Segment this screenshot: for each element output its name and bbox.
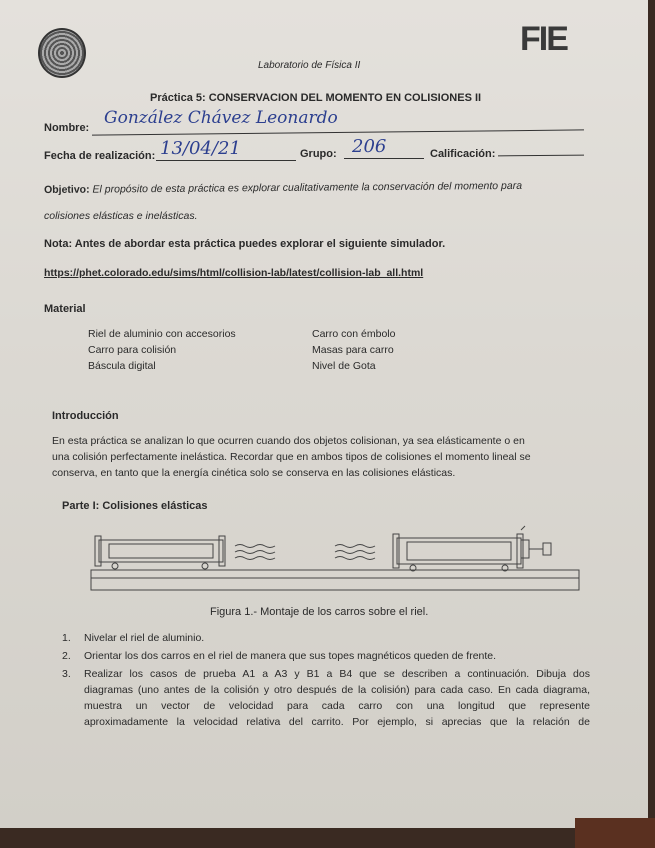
material-item: Nivel de Gota — [312, 360, 376, 372]
material-item: Carro para colisión — [88, 344, 177, 356]
introduction-line: conserva, en tanto que la energía cinética solo se conserva en las colisiones elásticas. — [52, 467, 456, 479]
part1-heading: Parte I: Colisiones elásticas — [62, 500, 208, 512]
figure-caption: Figura 1.- Montaje de los carros sobre el riel. — [210, 606, 429, 618]
objective-line1 — [44, 178, 522, 198]
step-item — [62, 630, 590, 646]
note-text: Nota: Antes de abordar esta práctica puedes explorar el siguiente simulador. — [44, 238, 446, 250]
material-item: Riel de aluminio con accesorios — [88, 328, 236, 340]
simulator-link[interactable]: https://phet.colorado.edu/sims/html/collision-lab/latest/collision-lab_all.html — [44, 267, 424, 279]
right-cart-with-plunger — [393, 526, 551, 571]
step-number: 3. — [62, 668, 71, 680]
name-underline — [92, 129, 584, 135]
step-text: Orientar los dos carros en el riel de manera que sus topes magnéticos queden de frente. — [84, 650, 497, 662]
step-text-line: Realizar los casos de prueba A1 a A3 y B1 a B4 que se describen a continuación. Dibuja dos — [84, 668, 590, 680]
name-label: Nombre: — [44, 122, 90, 134]
date-label: Fecha de realización: — [44, 150, 156, 162]
grade-label: Calificación: — [430, 148, 496, 160]
objective-label: Objetivo: — [44, 183, 90, 196]
group-underline — [344, 158, 424, 159]
step-number: 1. — [62, 632, 71, 644]
steps-list — [62, 630, 590, 730]
university-seal-logo — [38, 28, 86, 78]
group-label: Grupo: — [300, 148, 337, 160]
step-text-line: diagramas (uno antes de la colisión y otro después de la colisión) para cada caso. En cada diagrama, — [84, 684, 590, 696]
material-item: Báscula digital — [88, 360, 156, 372]
material-col1 — [88, 326, 236, 374]
introduction-heading: Introducción — [52, 410, 119, 422]
material-item: Masas para carro — [312, 344, 394, 356]
date-underline — [156, 160, 296, 161]
objective-text-1: El propósito de esta práctica es explorar cualitativamente la conservación del momento para — [92, 179, 523, 196]
step-text-block — [84, 666, 590, 730]
group-value: 206 — [352, 136, 387, 157]
step-text-line: muestra un vector de velocidad para cada carro con una longitud que represente — [84, 700, 590, 712]
right-motion-lines — [335, 545, 375, 560]
introduction-line: una colisión perfectamente inelástica. Recordar que en ambos tipos de colisiones el momento lineal se — [52, 451, 531, 463]
aluminum-rail — [91, 570, 579, 590]
step-item — [62, 648, 590, 664]
left-motion-lines — [235, 545, 275, 560]
introduction-line: En esta práctica se analizan lo que ocurren cuando dos objetos colisionan, ya sea elásticamente o en — [52, 435, 525, 447]
lab-title: Laboratorio de Física II — [258, 60, 361, 71]
objective-line2: colisiones elásticas e inelásticas. — [44, 210, 198, 222]
material-col2 — [312, 326, 395, 374]
date-value: 13/04/21 — [160, 138, 241, 159]
figure-carts-on-rail — [85, 522, 585, 602]
grade-underline — [498, 155, 584, 157]
material-item: Carro con émbolo — [312, 328, 396, 340]
step-text-line: aproximadamente la velocidad relativa del carrito. Por ejemplo, si aprecias que la relación de — [84, 716, 590, 728]
practice-title: Práctica 5: CONSERVACION DEL MOMENTO EN COLISIONES II — [150, 92, 482, 104]
step-item — [62, 666, 590, 730]
background-surface — [575, 818, 655, 848]
introduction-body — [52, 433, 597, 481]
material-heading: Material — [44, 303, 86, 315]
fie-logo: FIE — [520, 20, 567, 58]
step-number: 2. — [62, 650, 71, 662]
name-value: González Chávez Leonardo — [104, 108, 338, 128]
left-cart — [95, 536, 225, 569]
step-text: Nivelar el riel de aluminio. — [84, 632, 205, 644]
